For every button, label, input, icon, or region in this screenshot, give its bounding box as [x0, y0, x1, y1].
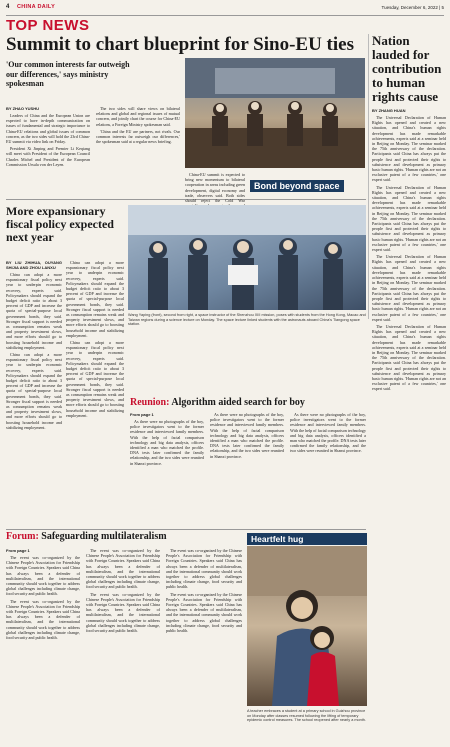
- reunion-column-1: [130, 412, 204, 528]
- lead-paragraph: Leaders of China and the European Union are expected to have in-depth communication on issues of fundamental and strategic importance to China-EU relations and global issues of common concern, as the two sides will hold the 23rd China-EU summit via video link on Friday.: [6, 113, 90, 145]
- nation-headline: Nation lauded for contribution to human rights cause: [372, 33, 442, 104]
- nation-body: The Universal Declaration of Human Rights has opened and created a new situation, and China's human rights development has made remarkable achievements, experts said at a seminar held in Beijing on Monday. The seminar marked the 75th anniversary of the declaration. Participants said China has always put the people first and protected their rights to subsistence and development as primary basic human rights. 'Human rights are not an exclusive patent of a few countries,' one expert said.: [372, 184, 446, 253]
- heartfelt-caption: A teacher embraces a student at a primary school in Guizhou province on Monday after classes resumed following the lifting of temporary epidemic control measures. The school reopened after nearly a month.: [247, 709, 366, 723]
- nation-byline: BY ZHANG HUAN: [372, 108, 406, 113]
- lead-paragraph: 'China and the EU are partners, not rivals. Our common interests far outweigh our differences,' the spokesman said at a regular news briefing.: [96, 128, 180, 145]
- reunion-column-2: [210, 412, 284, 528]
- bond-caption: Wang Yaping (front), second from right, a space instructor of the Shenzhou XIII mission, poses with students from the Hong Kong, Macao and Taiwan regions during a science lecture on Monday. The space lecture linked students with the astronauts aboard China's Tiangong space station.: [128, 313, 366, 327]
- forum-body: The event was co-organized by the Chinese People's Association for Friendship with Foreign Countries. Speakers said China has always been a defender of multilateralism, and the international community should work together to address global challenges including climate change, food security and public health.: [86, 548, 160, 590]
- reunion-headline: [130, 397, 305, 408]
- fiscal-headline: More expansionary fiscal policy expected next year: [6, 204, 114, 244]
- forum-label: Forum:: [6, 531, 39, 542]
- lead-headline: Summit to chart blueprint for Sino-EU ties: [6, 34, 354, 55]
- lead-column-2: [96, 106, 180, 196]
- fiscal-body: China can adopt a more expansionary fiscal policy next year to underpin economic recovery, experts said. Policymakers should expand the budget deficit ratio to about 3 percent of GDP and increase the quota of special-purpose local government bonds, they said. Stronger fiscal support is needed as consumption remains weak and property investment slows, and more efforts should go to boosting household income and stabilizing employment.: [6, 272, 62, 350]
- forum-body: The event was co-organized by the Chinese People's Association for Friendship with Foreign Countries. Speakers said China has always been a defender of multilateralism, and the international community should work together to address global challenges including climate change, food security and public health.: [166, 548, 242, 590]
- newspaper-logo: CHINA DAILY: [17, 4, 56, 10]
- fiscal-body: China can adopt a more expansionary fiscal policy next year to underpin economic recovery, experts said. Policymakers should expand the budget deficit ratio to about 3 percent of GDP and increase the quota of special-purpose local government bonds, they said. Stronger fiscal support is needed as consumption remains weak and property investment slows, and more efforts should go to boosting household income and stabilizing employment.: [66, 260, 124, 338]
- divider: [6, 529, 366, 530]
- fiscal-column-1: [6, 260, 62, 528]
- forum-column-2: [86, 548, 160, 743]
- forum-title: Safeguarding multilateralism: [41, 531, 167, 542]
- forum-from: From page 1: [6, 548, 30, 553]
- lead-quote: 'Our common interests far outweigh our differences,' says ministry spokesman: [6, 60, 130, 88]
- lead-byline: BY ZHAO YUSHU: [6, 106, 39, 111]
- forum-body: The event was co-organized by the Chinese People's Association for Friendship with Foreign Countries. Speakers said China has always been a defender of multilateralism, and the international community should work together to address global challenges including climate change, food security and public health.: [166, 591, 242, 634]
- nation-column: [372, 108, 446, 728]
- reunion-title: Algorithm aided search for boy: [171, 397, 305, 408]
- reunion-from: From page 1: [130, 412, 154, 417]
- fiscal-column-2: [66, 260, 124, 528]
- bond-label: Bond beyond space: [250, 180, 344, 192]
- forum-body: The event was co-organized by the Chinese People's Association for Friendship with Foreign Countries. Speakers said China has always been a defender of multilateralism, and the international community should work together to address global challenges including climate change, food security and public health.: [6, 555, 80, 597]
- forum-body: The event was co-organized by the Chinese People's Association for Friendship with Foreign Countries. Speakers said China has always been a defender of multilateralism, and the international community should work together to address global challenges including climate change, food security and public health.: [6, 598, 80, 641]
- forum-column-1: [6, 548, 80, 743]
- forum-headline: [6, 531, 167, 542]
- reunion-label: Reunion:: [130, 397, 170, 408]
- bond-photo: [128, 205, 366, 310]
- summit-photo: [185, 58, 365, 168]
- nation-body: The Universal Declaration of Human Rights has opened and created a new situation, and China's human rights development has made remarkable achievements, experts said at a seminar held in Beijing on Monday. The seminar marked the 75th anniversary of the declaration. Participants said China has always put the people first and protected their rights to subsistence and development as primary basic human rights. 'Human rights are not an exclusive patent of a few countries,' one expert said.: [372, 323, 446, 392]
- fiscal-body: China can adopt a more expansionary fiscal policy next year to underpin economic recovery, experts said. Policymakers should expand the budget deficit ratio to about 3 percent of GDP and increase the quota of special-purpose local government bonds, they said. Stronger fiscal support is needed as consumption remains weak and property investment slows, and more efforts should go to boosting household income and stabilizing employment.: [6, 352, 62, 430]
- nation-body: The Universal Declaration of Human Rights has opened and created a new situation, and China's human rights development has made remarkable achievements, experts said at a seminar held in Beijing on Monday. The seminar marked the 75th anniversary of the declaration. Participants said China has always put the people first and protected their rights to subsistence and development as primary basic human rights. 'Human rights are not an exclusive patent of a few countries,' one expert said.: [372, 254, 446, 322]
- forum-column-3: [166, 548, 242, 743]
- heartfelt-photo: [247, 546, 367, 706]
- nation-body: The Universal Declaration of Human Rights has opened and created a new situation, and China's human rights development has made remarkable achievements, experts said at a seminar held in Beijing on Monday. The seminar marked the 75th anniversary of the declaration. Participants said China has always put the people first and protected their rights to subsistence and development as primary basic human rights. 'Human rights are not an exclusive patent of a few countries,' one expert said.: [372, 115, 446, 183]
- lead-column-1: [6, 106, 90, 196]
- summit-continued: [185, 172, 245, 204]
- fiscal-byline: BY LIU ZHIHUA, OUYANG SHIJIA AND ZHOU LANXU: [6, 260, 62, 270]
- section-title: TOP NEWS: [6, 17, 90, 34]
- issue-date: Tuesday, December 6, 2022 | 5: [381, 5, 444, 10]
- reunion-column-3: [290, 412, 366, 528]
- lead-paragraph: President Xi Jinping and Premier Li Keqiang will meet with President of the European Council Charles Michel and President of the European Commission Ursula von der Leyen.: [6, 146, 90, 167]
- fiscal-body: China can adopt a more expansionary fiscal policy next year to underpin economic recovery, experts said. Policymakers should expand the budget deficit ratio to about 3 percent of GDP and increase the quota of special-purpose local government bonds, they said. Stronger fiscal support is needed as consumption remains weak and property investment slows, and more efforts should go to boosting household income and stabilizing employment.: [66, 340, 124, 418]
- masthead: [6, 3, 444, 16]
- lead-paragraph: The two sides will share views on bilateral relations and global and regional issues of mutual concern, and jointly chart the course for China-EU relations, a Foreign Ministry spokesman said.: [96, 106, 180, 127]
- heartfelt-label: Heartfelt hug: [247, 533, 367, 545]
- summit-continued-text: China-EU summit is expected to bring new momentum to bilateral cooperation in areas including green development, digital economy and trade, observers said. Both sides should reject the Cold War: [185, 172, 245, 204]
- forum-body: The event was co-organized by the Chinese People's Association for Friendship with Foreign Countries. Speakers said China has always been a defender of multilateralism, and the international community should work together to address global challenges including climate change, food security and public health.: [86, 591, 160, 634]
- page-number: 4: [6, 4, 10, 10]
- reunion-body: As there were no photographs of the boy, police investigators went to the former residence and interviewed family members. With the help of facial comparison technology and big data analysis, officers identified a man who matched the profile. DNA tests later confirmed the family relationship, and the two sides were reunited in Shanxi province.: [130, 419, 204, 466]
- reunion-body: As there were no photographs of the boy, police investigators went to the former residence and interviewed family members. With the help of facial comparison technology and big data analysis, officers identified a man who matched the profile. DNA tests later confirmed the family relationship, and the two sides were reunited in Shanxi province.: [290, 412, 366, 454]
- column-divider: [368, 34, 369, 319]
- reunion-body: As there were no photographs of the boy, police investigators went to the former residence and interviewed family members. With the help of facial comparison technology and big data analysis, officers identified a man who matched the profile. DNA tests later confirmed the family relationship, and the two sides were reunited in Shanxi province.: [210, 412, 284, 459]
